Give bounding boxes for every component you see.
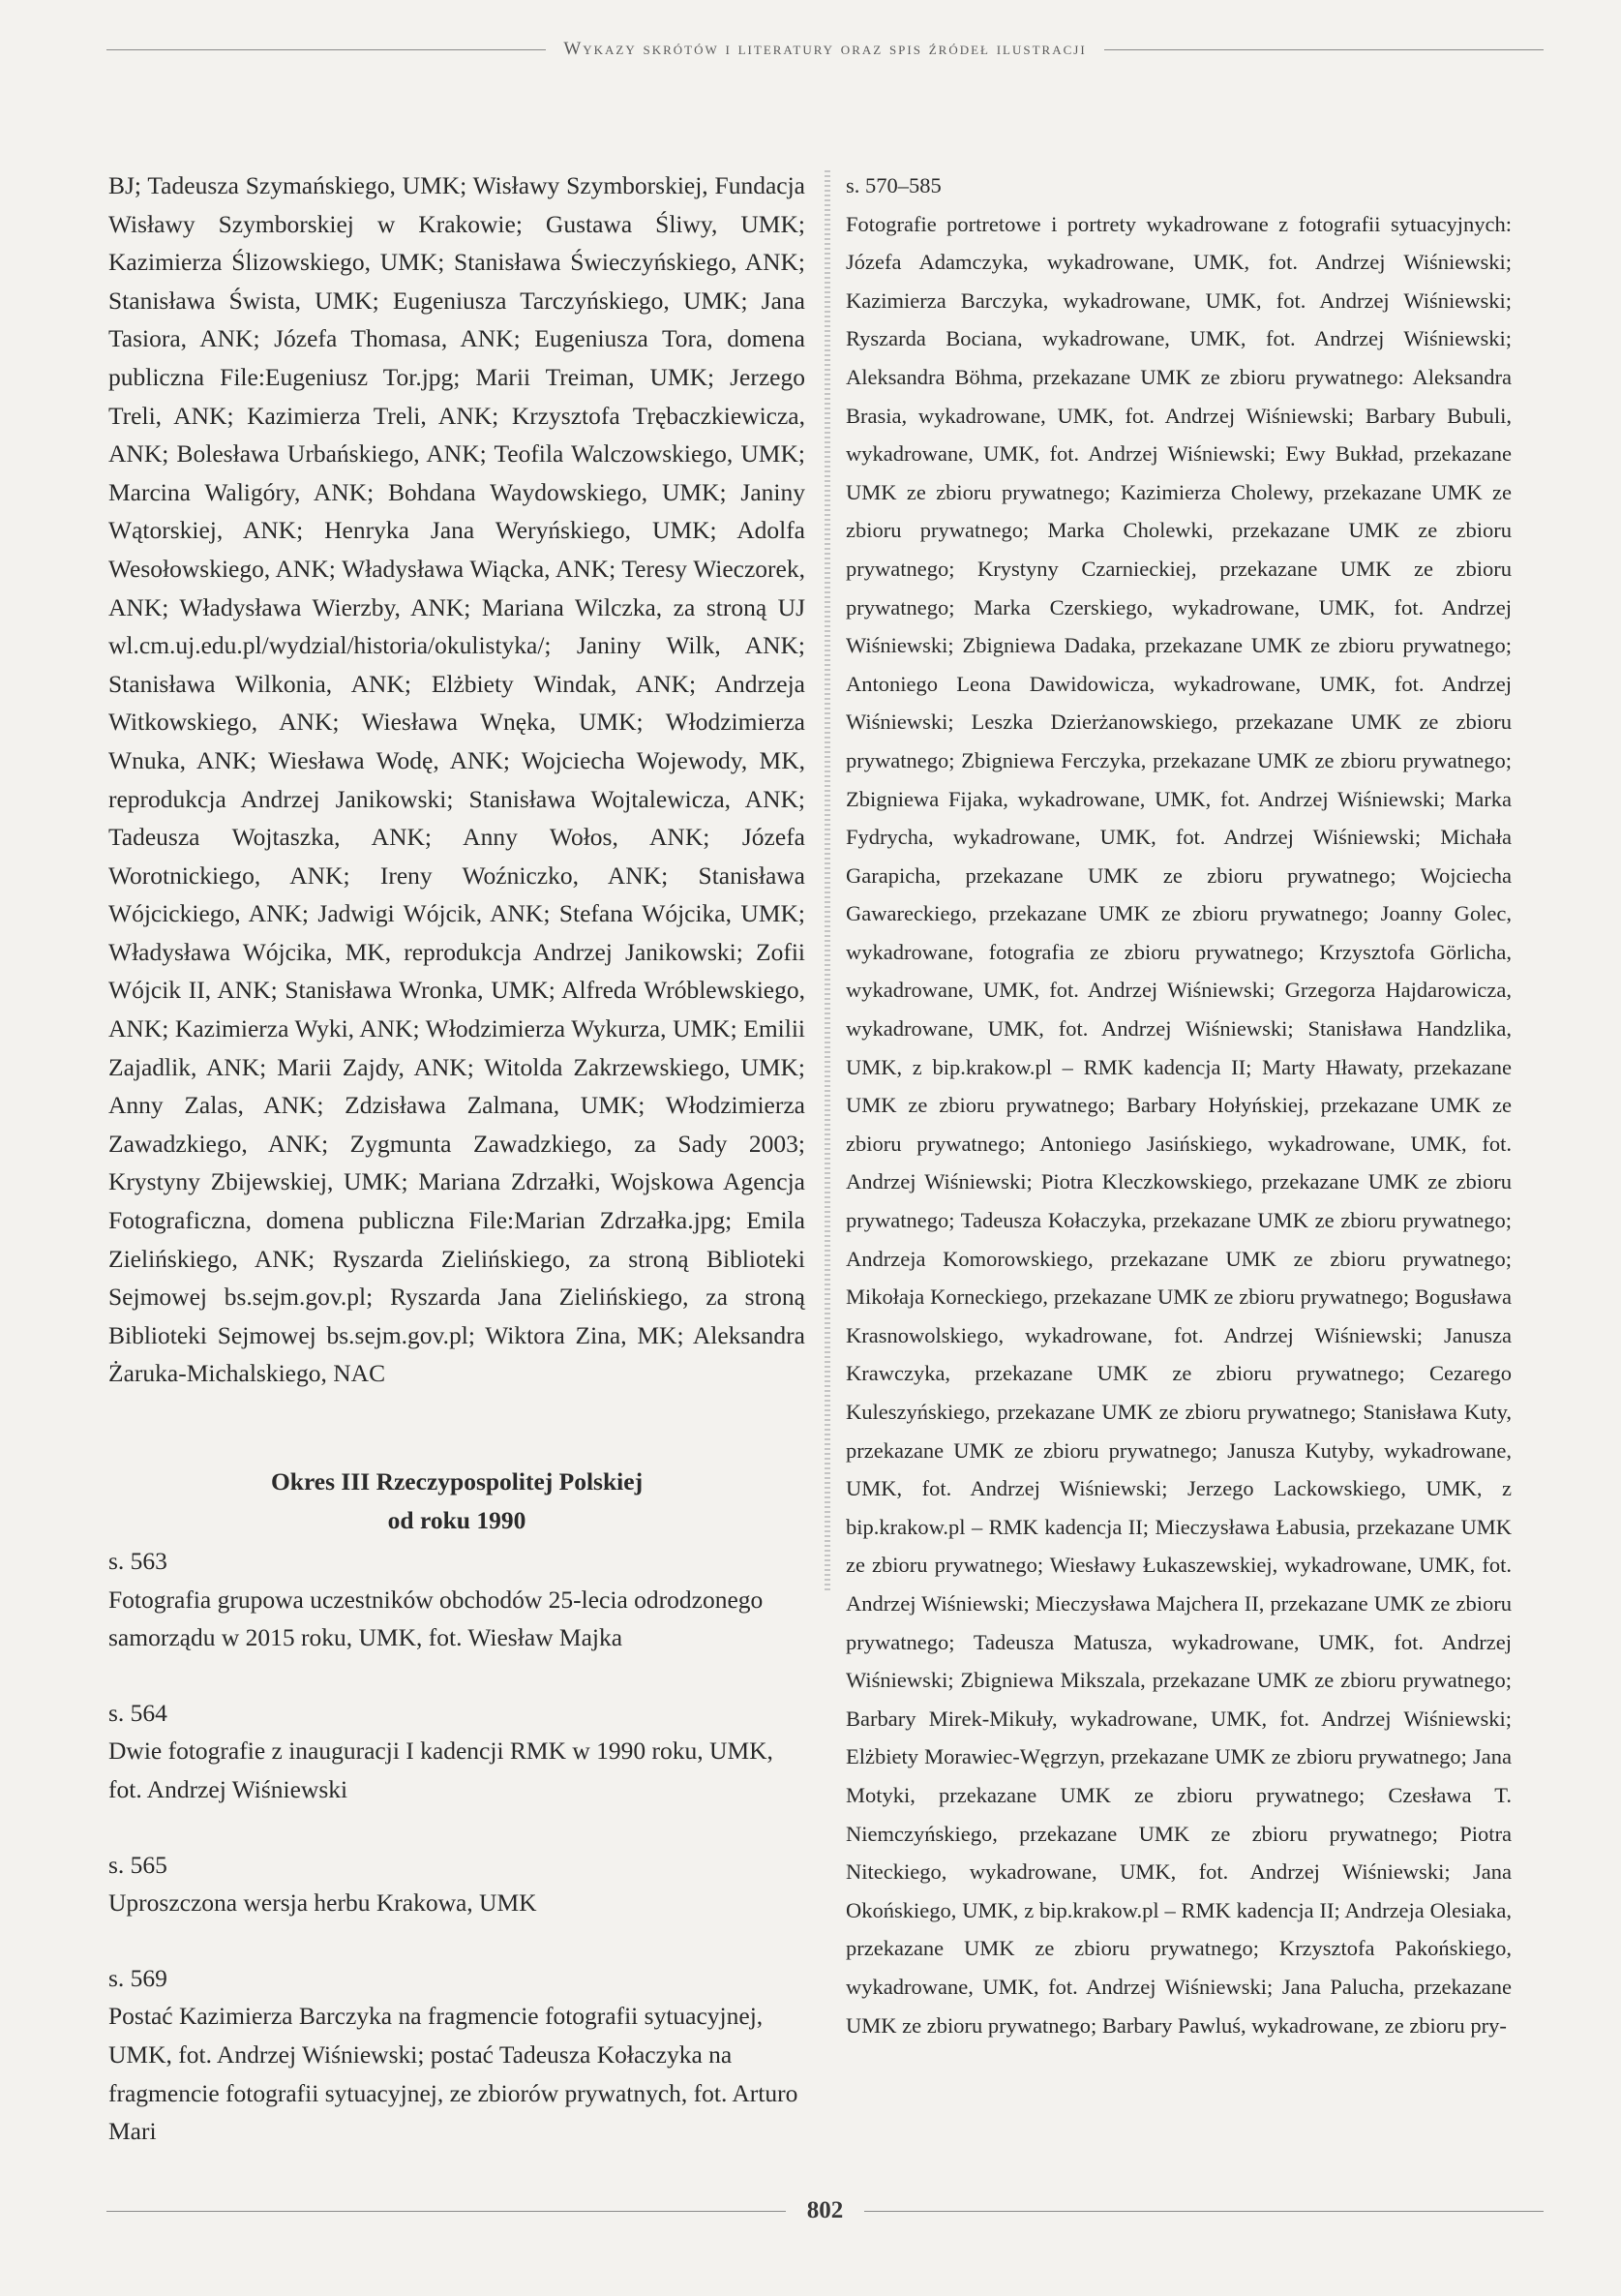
footer-rule-left [106,2211,786,2212]
section-heading [108,1463,805,1540]
page-ref: s. 569 [108,1963,167,1992]
right-column [842,166,1512,2044]
illustration-desc: Fotografie portretowe i portrety wykadrowane z fotografii sytuacyjnych: Józefa Adamczyka, wykadrowane, UMK, fot. Andrzej Wiśniewski; Kazimierza Barczyka, wykadrowane, UMK, fot. Andrzej Wiśniewski; Ryszarda Bociana, wykadrowane, UMK, fot. Andrzej Wiśniewski; Aleksandra Böhma, przekazane UMK ze zbioru prywatnego: Aleksandra Brasia, wykadrowane, UMK, fot. Andrzej Wiśniewski; Barbary Bubuli, wykadrowane, UMK, fot. Andrzej Wiśniewski; Ewy Bukład, przekazane UMK ze zbioru prywatnego; Kazimierza Cholewy, przekazane UMK ze zbioru prywatnego; Marka Cholewki, przekazane UMK ze zbioru prywatnego; Krystyny Czarnieckiej, przekazane UMK ze zbioru prywatnego; Marka Czerskiego, wykadrowane, UMK, fot. Andrzej Wiśniewski; Zbigniewa Dadaka, przekazane UMK ze zbioru prywatnego; Antoniego Leona Dawidowicza, wykadrowane, UMK, fot. Andrzej Wiśniewski; Leszka Dzierżanowskiego, przekazane UMK ze zbioru prywatnego; Zbigniewa Ferczyka, przekazane UMK ze zbioru prywatnego; Zbigniewa Fijaka, wykadrowane, UMK, fot. Andrzej Wiśniewski; Marka Fydrycha, wykadrowane, UMK, fot. Andrzej Wiśniewski; Michała Garapicha, przekazane UMK ze zbioru prywatnego; Wojciecha Gawareckiego, przekazane UMK ze zbioru prywatnego; Joanny Golec, wykadrowane, fotografia ze zbioru prywatnego; Krzysztofa Görlicha, wykadrowane, UMK, fot. Andrzej Wiśniewski; Grzegorza Hajdarowicza, wykadrowane, UMK, fot. Andrzej Wiśniewski; Stanisława Handzlika, UMK, z bip.krakow.pl – RMK kadencja II; Marty Hławaty, przekazane UMK ze zbioru prywatnego; Barbary Hołyńskiej, przekazane UMK ze zbioru prywatnego; Antoniego Jasińskiego, wykadrowane, UMK, fot. Andrzej Wiśniewski; Piotra Kleczkowskiego, przekazane UMK ze zbioru prywatnego; Tadeusza Kołaczyka, przekazane UMK ze zbioru prywatnego; Andrzeja Komorowskiego, przekazane UMK ze zbioru prywatnego; Mikołaja Korneckiego, przekazane UMK ze zbioru prywatnego; Bogusława Krasnowolskiego, wykadrowane, fot. Andrzej Wiśniewski; Janusza Krawczyka, przekazane UMK ze zbioru prywatnego; Cezarego Kuleszyńskiego, przekazane UMK ze zbioru prywatnego; Stanisława Kuty, przekazane UMK ze zbioru prywatnego; Janusza Kutyby, wykadrowane, UMK, fot. Andrzej Wiśniewski; Jerzego Lackowskiego, UMK, z bip.krakow.pl – RMK kadencja II; Mieczysława Łabusia, przekazane UMK ze zbioru prywatnego; Wiesławy Łukaszewskiej, wykadrowane, UMK, fot. Andrzej Wiśniewski; Mieczysława Majchera II, przekazane UMK ze zbioru prywatnego; Tadeusza Matusza, wykadrowane, UMK, fot. Andrzej Wiśniewski; Zbigniewa Mikszala, przekazane UMK ze zbioru prywatnego; Barbary Mirek-Mikuły, wykadrowane, UMK, fot. Andrzej Wiśniewski; Elżbiety Morawiec-Węgrzyn, przekazane UMK ze zbioru prywatnego; Jana Motyki, przekazane UMK ze zbioru prywatnego; Czesława T. Niemczyńskiego, przekazane UMK ze zbioru prywatnego; Piotra Niteckiego, wykadrowane, UMK, fot. Andrzej Wiśniewski; Jana Okońskiego, UMK, z bip.krakow.pl – RMK kadencja II; Andrzeja Olesiaka, przekazane UMK ze zbioru prywatnego; Krzysztofa Pakońskiego, wykadrowane, UMK, fot. Andrzej Wiśniewski; Jana Palucha, przekazane UMK ze zbioru prywatnego; Barbary Pawluś, wykadrowane, ze zbioru pry- [846,211,1512,2038]
header-rule-left [106,49,546,50]
list-item [108,1959,805,2151]
section-heading-line-1: Okres III Rzeczypospolitej Polskiej [270,1467,644,1495]
illustration-desc: Postać Kazimierza Barczyka na fragmencie fotografii sytuacyjnej, UMK, fot. Andrzej Wiśniewski; postać Tadeusza Kołaczyka na fragmencie fotografii sytuacyjnej, ze zbiorów prywatnych, fot. Arturo Mari [108,2002,798,2146]
left-column [108,166,805,2151]
column-divider [825,170,830,1593]
running-title: Wykazy skrótów i literatury oraz spis źródeł ilustracji [563,39,1087,59]
section-heading-line-2: od roku 1990 [387,1506,526,1534]
page-ref: s. 565 [108,1850,167,1879]
running-head [106,39,1544,60]
footer [106,2197,1544,2224]
page-ref: s. 564 [108,1698,167,1727]
page-number: 802 [806,2197,844,2223]
list-item [108,1542,805,1657]
illustration-desc: Fotografia grupowa uczestników obchodów 25-lecia odrodzonego samorządu w 2015 roku, UMK, fot. Wiesław Majka [108,1585,764,1652]
illustration-desc: Dwie fotografie z inauguracji I kadencji RMK w 1990 roku, UMK, fot. Andrzej Wiśniewski [108,1737,773,1803]
continued-paragraph: BJ; Tadeusza Szymańskiego, UMK; Wisławy Szymborskiej, Fundacja Wisławy Szymborskiej w Krakowie; Gustawa Śliwy, UMK; Kazimierza Ślizowskiego, UMK; Stanisława Świeczyńskiego, ANK; Stanisława Śwista, UMK; Eugeniusza Tarczyńskiego, UMK; Jana Tasiora, ANK; Józefa Thomasa, ANK; Eugeniusza Tora, domena publiczna File:Eugeniusz Tor.jpg; Marii Treiman, UMK; Jerzego Treli, ANK; Kazimierza Treli, ANK; Krzysztofa Trębaczkiewicza, ANK; Bolesława Urbańskiego, ANK; Teofila Walczowskiego, UMK; Marcina Waligóry, ANK; Bohdana Waydowskiego, UMK; Janiny Wątorskiej, ANK; Henryka Jana Weryńskiego, UMK; Adolfa Wesołowskiego, ANK; Władysława Wiącka, ANK; Teresy Wieczorek, ANK; Władysława Wierzby, ANK; Mariana Wilczka, za stroną UJ wl.cm.uj.edu.pl/wydzial/historia/okulistyka/; Janiny Wilk, ANK; Stanisława Wilkonia, ANK; Elżbiety Windak, ANK; Andrzeja Witkowskiego, ANK; Wiesława Wnęka, UMK; Włodzimierza Wnuka, ANK; Wiesława Wodę, ANK; Wojciecha Wojewody, MK, reprodukcja Andrzej Janikowski; Stanisława Wojtalewicza, ANK; Tadeusza Wojtaszka, ANK; Anny Wołos, ANK; Józefa Worotnickiego, ANK; Ireny Woźniczko, ANK; Stanisława Wójcickiego, ANK; Jadwigi Wójcik, ANK; Stefana Wójcika, UMK; Władysława Wójcika, MK, reprodukcja Andrzej Janikowski; Zofii Wójcik II, ANK; Stanisława Wronka, UMK; Alfreda Wróblewskiego, ANK; Kazimierza Wyki, ANK; Włodzimierza Wykurza, UMK; Emilii Zajadlik, ANK; Marii Zajdy, ANK; Witolda Zakrzewskiego, UMK; Anny Zalas, ANK; Zdzisława Zalmana, UMK; Włodzimierza Zawadzkiego, ANK; Zygmunta Zawadzkiego, za Sady 2003; Krystyny Zbijewskiej, UMK; Mariana Zdrzałki, Wojskowa Agencja Fotograficzna, domena publiczna File:Marian Zdrzałka.jpg; Emila Zielińskiego, ANK; Ryszarda Zielińskiego, za stroną Biblioteki Sejmowej bs.sejm.gov.pl; Ryszarda Jana Zielińskiego, za stroną Biblioteki Sejmowej bs.sejm.gov.pl; Wiktora Zina, MK; Aleksandra Żaruka-Michalskiego, NAC [108,171,805,1388]
list-item [108,1694,805,1809]
page-ref: s. 570–585 [846,173,942,197]
header-rule-right [1104,49,1544,50]
page-ref: s. 563 [108,1547,167,1575]
list-item [108,1846,805,1922]
illustration-desc: Uproszczona wersja herbu Krakowa, UMK [108,1888,537,1918]
footer-rule-right [864,2211,1544,2212]
